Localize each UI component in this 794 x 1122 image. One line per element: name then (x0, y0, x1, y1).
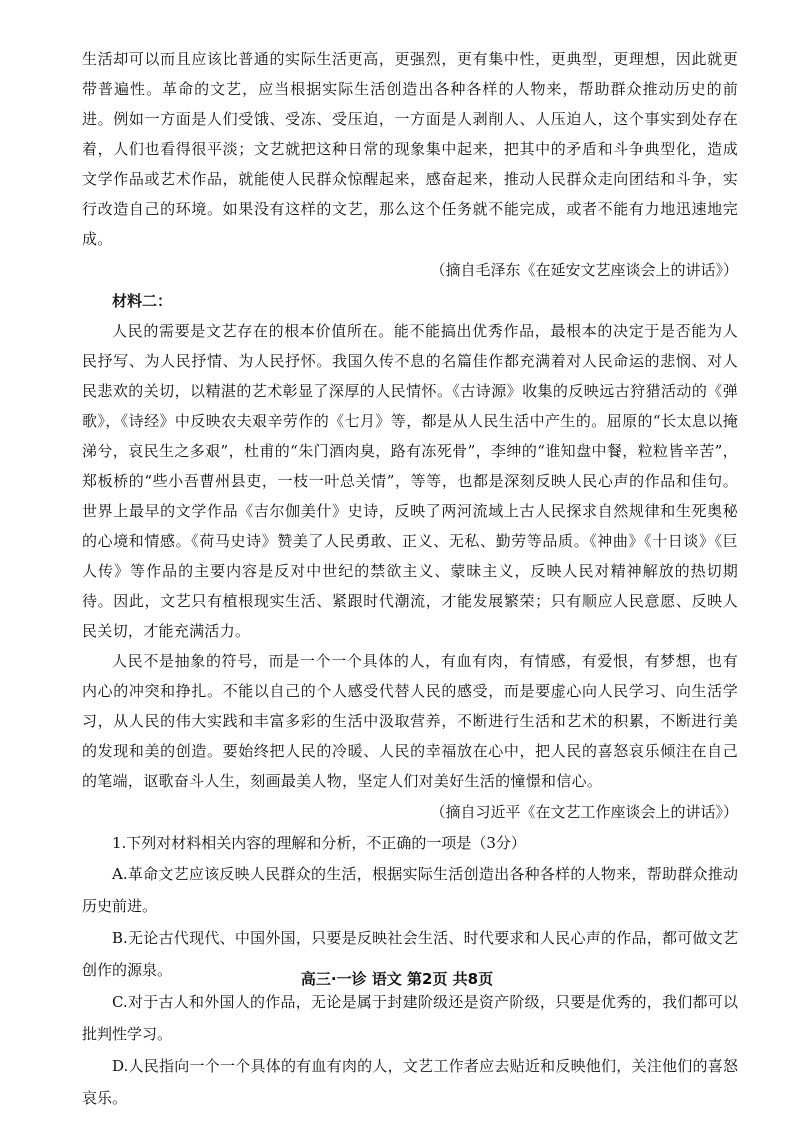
material2-source: （摘自习近平《在文艺工作座谈会上的讲话》） (430, 803, 738, 821)
material2-heading: 材料二： (112, 292, 173, 310)
material2-paragraph-1: 人民的需要是文艺存在的根本价值所在。能不能搞出优秀作品，最根本的决定于是否能为人民抒写、为人民抒情、为人民抒怀。我国久传不息的名篇佳作都充满着对人民命运的悲悯、对人民悲欢的关切，以精湛的艺术彰显了深厚的人民情怀。《古诗源》收集的反映远古狩猎活动的《弹歌》，《诗经》中反映农夫艰辛劳作的《七月》等，都是从人民生活中产生的。屈原的“长太息以掩涕兮，哀民生之多艰”，杜甫的“朱门酒肉臭，路有冻死骨”，李绅的“谁知盘中餐，粒粒皆辛苦”，郑板桥的“些小吾曹州县吏，一枝一叶总关情”，等等，也都是深刻反映人民心声的作品和佳句。世界上最早的文学作品《吉尔伽美什》史诗，反映了两河流域上古人民探求自然规律和生死奥秘的心境和情感。《荷马史诗》赞美了人民勇敢、正义、无私、勤劳等品质。《神曲》《十日谈》《巨人传》等作品的主要内容是反对中世纪的禁欲主义、蒙昧主义，反映人民对精神解放的热切期待。因此，文艺只有植根现实生活、紧跟时代潮流，才能发展繁荣；只有顺应人民意愿、反映人民关切，才能充满活力。 (82, 322, 738, 640)
exam-page (82, 44, 738, 1114)
page-footer: 高三·一诊 语文 第2页 共8页 (300, 970, 494, 988)
question-1-option-b: B.无论古代现代、中国外国，只要是反映社会生活、时代要求和人民心声的作品，都可做文艺创作的源泉。 (82, 929, 738, 979)
question-1-option-d: D.人民指向一个一个具体的有血有肉的人，文艺工作者应去贴近和反映他们，关注他们的喜怒哀乐。 (82, 1057, 738, 1107)
material2-paragraph-2: 人民不是抽象的符号，而是一个一个具体的人，有血有肉，有情感，有爱恨，有梦想，也有内心的冲突和挣扎。不能以自己的个人感受代替人民的感受，而是要虚心向人民学习、向生活学习，从人民的伟大实践和丰富多彩的生活中汲取营养，不断进行生活和艺术的积累，不断进行美的发现和美的创造。要始终把人民的冷暖、人民的幸福放在心中，把人民的喜怒哀乐倾注在自己的笔端，讴歌奋斗人生，刻画最美人物，坚定人们对美好生活的憧憬和信心。 (82, 652, 738, 790)
question-1-stem: 1.下列对材料相关内容的理解和分析，不正确的一项是（3分） (112, 834, 526, 852)
question-1-option-c: C.对于古人和外国人的作品，无论是属于封建阶级还是资产阶级，只要是优秀的，我们都可以批判性学习。 (82, 993, 738, 1043)
material1-continuation: 生活却可以而且应该比普通的实际生活更高，更强烈，更有集中性，更典型，更理想，因此就更带普遍性。革命的文艺，应当根据实际生活创造出各种各样的人物来，帮助群众推动历史的前进。例如一方面是人们受饿、受冻、受压迫，一方面是人剥削人、人压迫人，这个事实到处存在着，人们也看得很平淡；文艺就把这种日常的现象集中起来，把其中的矛盾和斗争典型化，造成文学作品或艺术作品，就能使人民群众惊醒起来，感奋起来，推动人民群众走向团结和斗争，实行改造自己的环境。如果没有这样的文艺，那么这个任务就不能完成，或者不能有力地迅速地完成。 (82, 50, 738, 248)
material1-source: （摘自毛泽东《在延安文艺座谈会上的讲话》） (430, 261, 738, 279)
question-1-option-a: A.革命文艺应该反映人民群众的生活，根据实际生活创造出各种各样的人物来，帮助群众推动历史前进。 (82, 865, 738, 915)
